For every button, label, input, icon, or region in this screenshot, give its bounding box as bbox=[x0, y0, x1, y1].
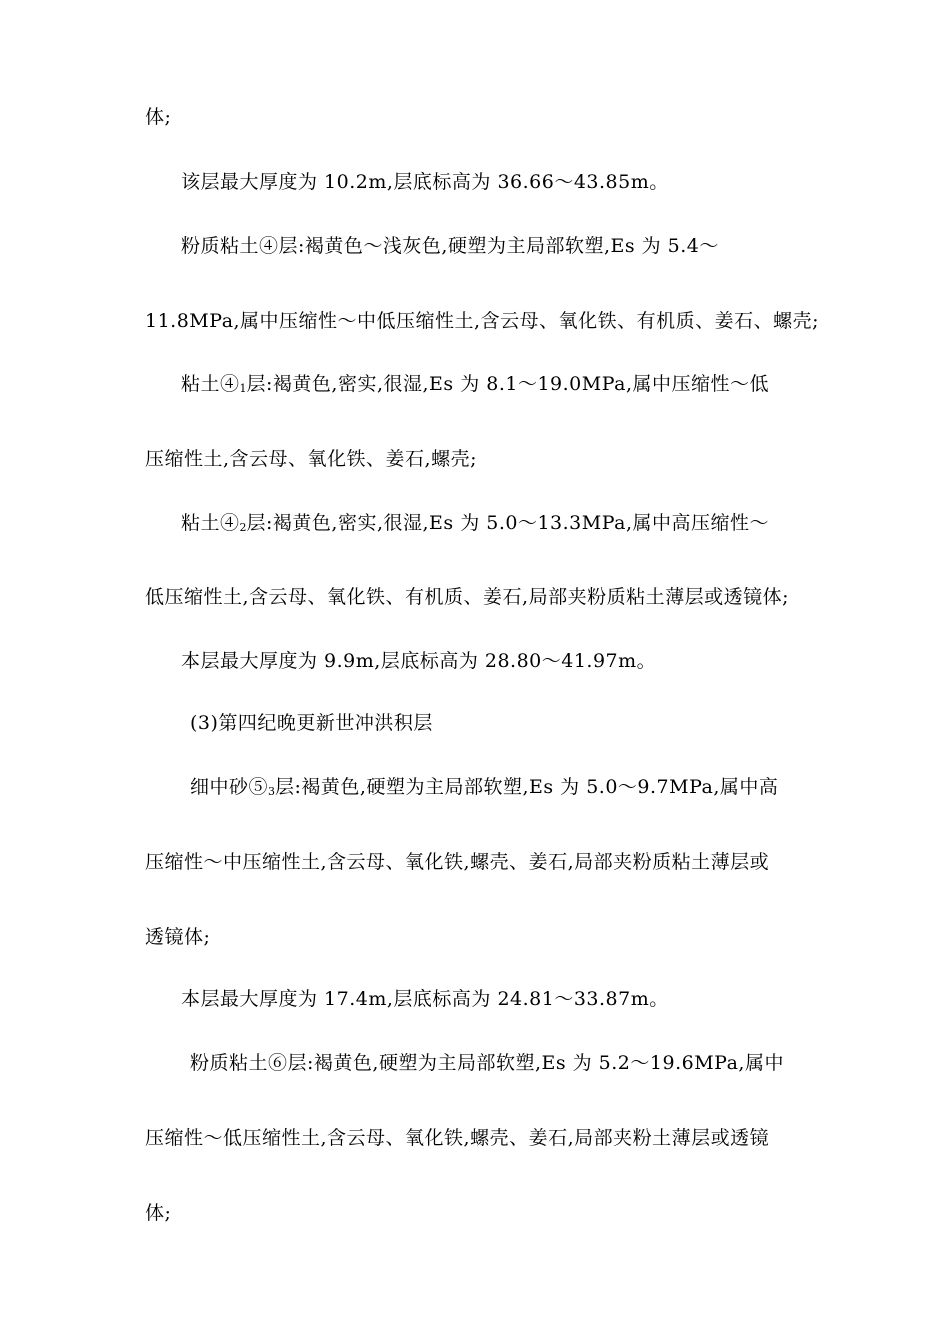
text-line-5-subscript: 1 bbox=[239, 382, 247, 395]
text-line-5 bbox=[181, 372, 769, 401]
text-line-11-pre: 细中砂⑤ bbox=[190, 776, 269, 798]
text-line-7 bbox=[181, 511, 769, 540]
text-line-7-subscript: 2 bbox=[239, 521, 247, 534]
text-line-3: 粉质粘土④层:褐黄色～浅灰色,硬塑为主局部软塑,Es 为 5.4～ bbox=[181, 235, 719, 257]
text-line-11-subscript: 3 bbox=[268, 785, 276, 798]
text-line-13: 透镜体; bbox=[145, 926, 211, 948]
text-line-1: 体; bbox=[145, 106, 172, 128]
text-line-17: 体; bbox=[145, 1202, 172, 1224]
text-line-5-post: 层:褐黄色,密实,很湿,Es 为 8.1～19.0MPa,属中压缩性～低 bbox=[246, 373, 770, 395]
text-line-14: 本层最大厚度为 17.4m,层底标高为 24.81～33.87m。 bbox=[181, 988, 669, 1010]
text-line-15: 粉质粘土⑥层:褐黄色,硬塑为主局部软塑,Es 为 5.2～19.6MPa,属中 bbox=[190, 1052, 784, 1074]
text-line-11 bbox=[190, 775, 778, 804]
text-line-6: 压缩性土,含云母、氧化铁、姜石,螺壳; bbox=[145, 448, 477, 470]
text-line-12: 压缩性～中压缩性土,含云母、氧化铁,螺壳、姜石,局部夹粉质粘土薄层或 bbox=[145, 851, 770, 873]
text-line-7-pre: 粘土④ bbox=[181, 512, 240, 534]
text-line-9: 本层最大厚度为 9.9m,层底标高为 28.80～41.97m。 bbox=[181, 650, 657, 672]
text-line-8: 低压缩性土,含云母、氧化铁、有机质、姜石,局部夹粉质粘土薄层或透镜体; bbox=[145, 586, 789, 608]
text-line-11-post: 层:褐黄色,硬塑为主局部软塑,Es 为 5.0～9.7MPa,属中高 bbox=[275, 776, 779, 798]
text-line-16: 压缩性～低压缩性土,含云母、氧化铁,螺壳、姜石,局部夹粉土薄层或透镜 bbox=[145, 1127, 770, 1149]
text-line-7-post: 层:褐黄色,密实,很湿,Es 为 5.0～13.3MPa,属中高压缩性～ bbox=[246, 512, 770, 534]
text-line-2: 该层最大厚度为 10.2m,层底标高为 36.66～43.85m。 bbox=[181, 171, 669, 193]
text-line-4: 11.8MPa,属中压缩性～中低压缩性土,含云母、氧化铁、有机质、姜石、螺壳; bbox=[145, 310, 819, 332]
section-heading: (3)第四纪晚更新世冲洪积层 bbox=[190, 712, 433, 734]
text-line-5-pre: 粘土④ bbox=[181, 373, 240, 395]
